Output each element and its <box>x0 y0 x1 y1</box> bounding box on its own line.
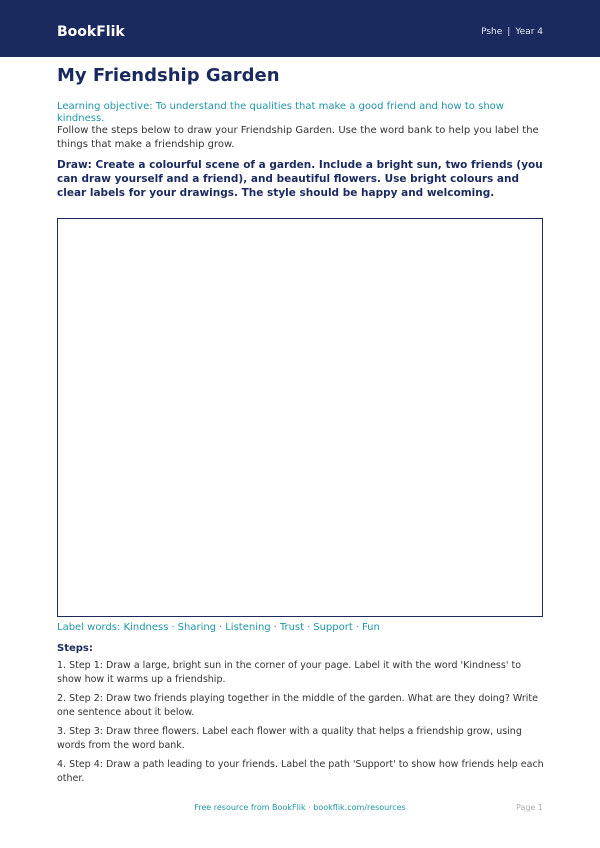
page-number: Page 1 <box>516 803 543 812</box>
word-bank-word: Sharing <box>177 622 217 633</box>
word-separator: · <box>307 622 311 633</box>
step-item: 3. Step 3: Draw three flowers. Label each flower with a quality that helps a friendship grow, using words from the word bank. <box>57 726 522 751</box>
word-separator: · <box>355 622 359 633</box>
step-item: 1. Step 1: Draw a large, bright sun in the corner of your page. Label it with the word 'Kindness' to show how it warms up a friendship. <box>57 660 522 685</box>
word-bank-word: Kindness <box>123 622 169 633</box>
free-resource-link[interactable]: Free resource from BookFlik · bookflik.com/resources <box>194 803 406 812</box>
brand-logo-text: BookFlik <box>57 24 125 40</box>
page-footer <box>0 802 600 816</box>
word-separator: · <box>171 622 175 633</box>
page-title: My Friendship Garden <box>57 65 280 86</box>
word-bank <box>57 622 547 634</box>
step-item: 4. Step 4: Draw a path leading to your friends. Label the path 'Support' to show how friends help each other. <box>57 759 544 784</box>
subject-year-meta <box>481 26 543 38</box>
steps-list <box>57 659 547 791</box>
meta-separator: | <box>507 27 511 37</box>
intro-text: Follow the steps below to draw your Friendship Garden. Use the word bank to help you label the things that make a friendship grow. <box>57 125 539 150</box>
draw-prompt: Draw: Create a colourful scene of a garden. Include a bright sun, two friends (you can draw yourself and a friend), and beautiful flowers. Use bright colours and clear labels for your drawings. The style should be happy and welcoming. <box>57 159 543 199</box>
step-item: 2. Step 2: Draw two friends playing together in the middle of the garden. What are they doing? Write one sentence about it below. <box>57 693 538 718</box>
word-bank-word: Trust <box>279 622 305 633</box>
word-bank-word: Fun <box>361 622 380 633</box>
learning-objective: Learning objective: To understand the qualities that make a good friend and how to show kindness. <box>57 101 504 124</box>
word-bank-word: Listening <box>225 622 271 633</box>
subject-label: Pshe <box>481 27 503 37</box>
word-bank-word: Support <box>313 622 353 633</box>
page-header <box>0 0 600 57</box>
year-label: Year 4 <box>515 27 543 37</box>
steps-heading: Steps: <box>57 643 93 654</box>
word-separator: · <box>219 622 223 633</box>
word-separator: · <box>273 622 277 633</box>
drawing-area[interactable] <box>57 218 543 617</box>
word-bank-prefix: Label words: <box>57 622 121 633</box>
